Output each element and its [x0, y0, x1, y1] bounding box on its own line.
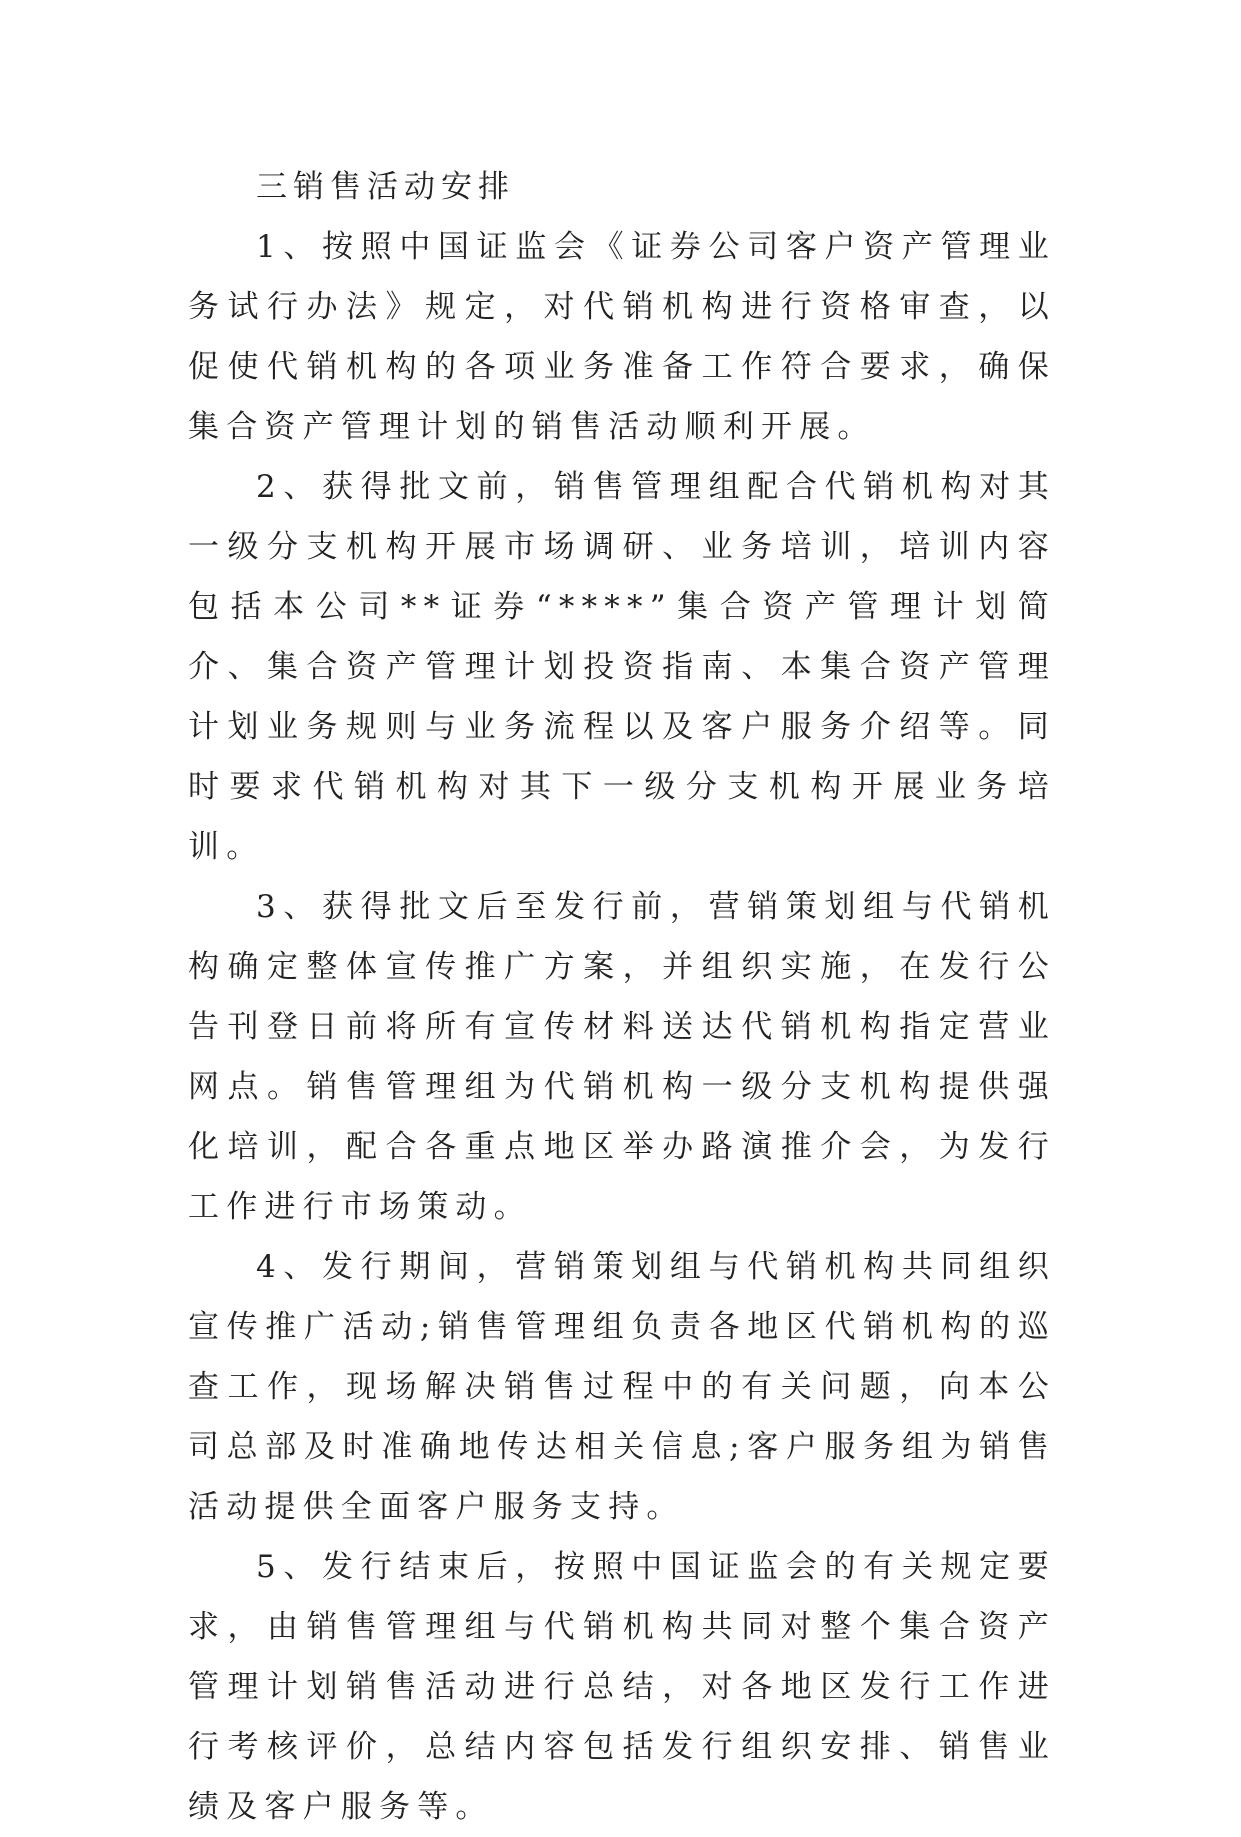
- paragraph-1: 1、按照中国证监会《证券公司客户资产管理业务试行办法》规定，对代销机构进行资格审查，以促使代销机构的各项业务准备工作符合要求，确保集合资产管理计划的销售活动顺利开展。: [188, 229, 1056, 445]
- paragraph-3: 3、获得批文后至发行前，营销策划组与代销机构确定整体宣传推广方案，并组织实施，在发行公告刊登日前将所有宣传材料送达代销机构指定营业网点。销售管理组为代销机构一级分支机构提供强化培训，配合各重点地区举办路演推介会，为发行工作进行市场策动。: [188, 889, 1056, 1225]
- paragraph-2: 2、获得批文前，销售管理组配合代销机构对其一级分支机构开展市场调研、业务培训，培训内容包括本公司**证券“****”集合资产管理计划简介、集合资产管理计划投资指南、本集合资产管理计划业务规则与业务流程以及客户服务介绍等。同时要求代销机构对其下一级分支机构开展业务培训。: [188, 469, 1056, 865]
- paragraph-4: 4、发行期间，营销策划组与代销机构共同组织宣传推广活动;销售管理组负责各地区代销机构的巡查工作，现场解决销售过程中的有关问题，向本公司总部及时准确地传达相关信息;客户服务组为销售活动提供全面客户服务支持。: [188, 1249, 1056, 1525]
- document-body: [188, 158, 1056, 1837]
- paragraph-5: 5、发行结束后，按照中国证监会的有关规定要求，由销售管理组与代销机构共同对整个集合资产管理计划销售活动进行总结，对各地区发行工作进行考核评价，总结内容包括发行组织安排、销售业绩及客户服务等。: [188, 1549, 1056, 1825]
- section-title: 三销售活动安排: [256, 169, 515, 205]
